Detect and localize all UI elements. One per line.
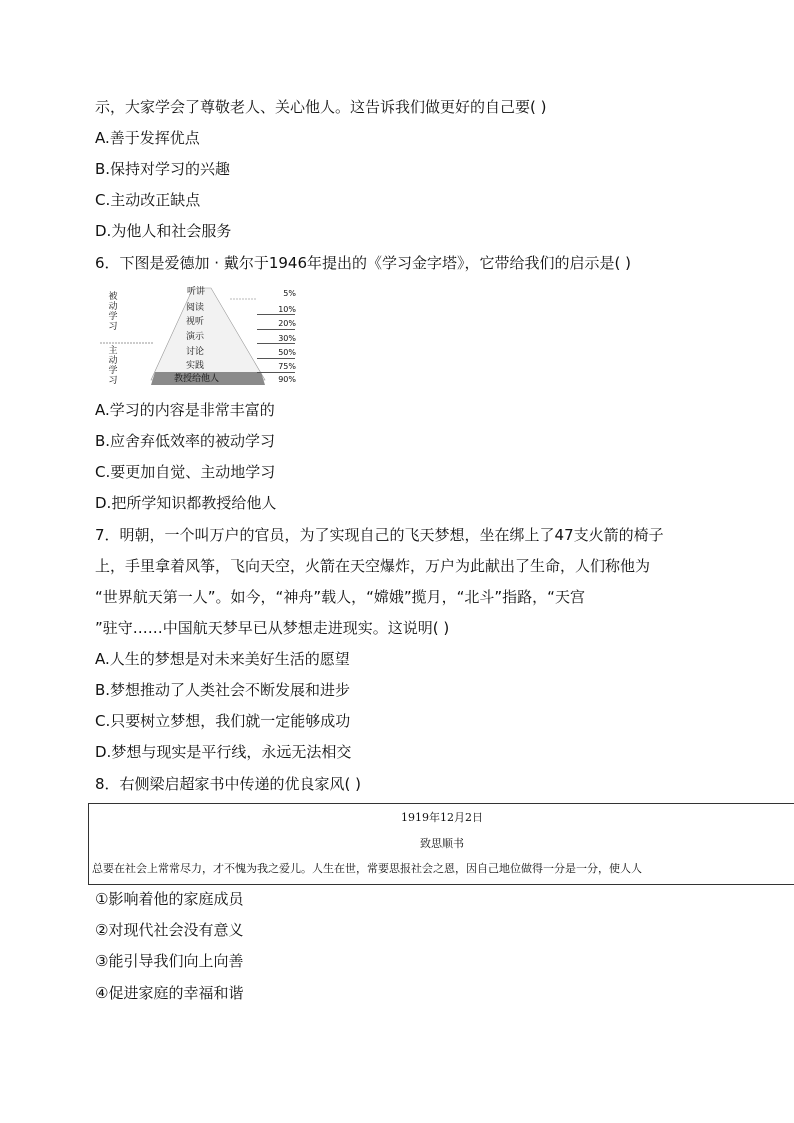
q7-stem-line: 7．明朝，一个叫万户的官员，为了实现自己的飞天梦想，坐在绑上了47支火箭的椅子	[95, 526, 664, 544]
level-percent: 50%	[278, 348, 296, 357]
q6-stem: 6．下图是爱德加 · 戴尔于1946年提出的《学习金字塔》，它带给我们的启示是( )	[95, 254, 631, 272]
level-name: 听讲	[187, 287, 206, 297]
percent-rule	[257, 372, 295, 373]
level-name: 阅读	[186, 303, 205, 313]
level-name: 视听	[186, 317, 205, 327]
family-letter-excerpt	[88, 803, 794, 885]
percent-rule	[257, 343, 295, 344]
q6-option-a: A.学习的内容是非常丰富的	[95, 401, 275, 419]
level-name: 讨论	[186, 347, 205, 357]
passive-learning-label: 被动学习	[108, 292, 118, 332]
level-percent: 10%	[278, 305, 296, 314]
q7-stem-line: 上，手里拿着风筝，飞向天空，火箭在天空爆炸，万户为此献出了生命，人们称他为	[95, 557, 651, 575]
q5-option-a: A.善于发挥优点	[95, 129, 200, 147]
q7-option-d: D.梦想与现实是平行线，永远无法相交	[95, 743, 352, 761]
active-learning-label: 主动学习	[108, 346, 118, 386]
percent-rule	[257, 358, 295, 359]
q8-item-1: ①影响着他的家庭成员	[95, 890, 244, 908]
q5-stem-tail: 示，大家学会了尊敬老人、关心他人。这告诉我们做更好的自己要( )	[95, 98, 547, 116]
q8-item-3: ③能引导我们向上向善	[95, 952, 244, 970]
level-percent: 20%	[278, 319, 296, 328]
q7-option-c: C.只要树立梦想，我们就一定能够成功	[95, 712, 351, 730]
learning-pyramid-figure	[95, 284, 300, 390]
letter-body: 总要在社会上常常尽力，才不愧为我之爱儿。人生在世，常要思报社会之恩，因自己地位做得一分是一分，使人人	[92, 862, 642, 875]
q7-option-b: B.梦想推动了人类社会不断发展和进步	[95, 681, 351, 699]
level-percent: 90%	[278, 375, 296, 384]
q5-option-c: C.主动改正缺点	[95, 191, 201, 209]
letter-recipient: 致思顺书	[420, 837, 464, 850]
level-percent: 75%	[278, 362, 296, 371]
level-name: 实践	[186, 361, 205, 371]
percent-rule	[257, 314, 295, 315]
level-name: 教授给他人	[174, 374, 220, 384]
q7-stem-line: “世界航天第一人”。如今，“神舟”载人，“嫦娥”揽月，“北斗”指路，“天宫	[95, 588, 585, 606]
q8-item-2: ②对现代社会没有意义	[95, 921, 244, 939]
q8-stem: 8．右侧梁启超家书中传递的优良家风( )	[95, 775, 362, 793]
q6-option-b: B.应舍弃低效率的被动学习	[95, 432, 276, 450]
q6-option-d: D.把所学知识都教授给他人	[95, 494, 277, 512]
q7-option-a: A.人生的梦想是对未来美好生活的愿望	[95, 650, 350, 668]
level-percent: 30%	[278, 334, 296, 343]
q5-option-b: B.保持对学习的兴趣	[95, 160, 231, 178]
q8-item-4: ④促进家庭的幸福和谐	[95, 984, 244, 1002]
q5-option-d: D.为他人和社会服务	[95, 222, 232, 240]
percent-rule	[257, 329, 295, 330]
letter-date: 1919年12月2日	[401, 811, 483, 824]
q6-option-c: C.要更加自觉、主动地学习	[95, 463, 276, 481]
level-name: 演示	[186, 332, 205, 342]
q7-stem-line: ”驻守……中国航天梦早已从梦想走进现实。这说明( )	[95, 619, 450, 637]
level-percent: 5%	[283, 289, 296, 298]
